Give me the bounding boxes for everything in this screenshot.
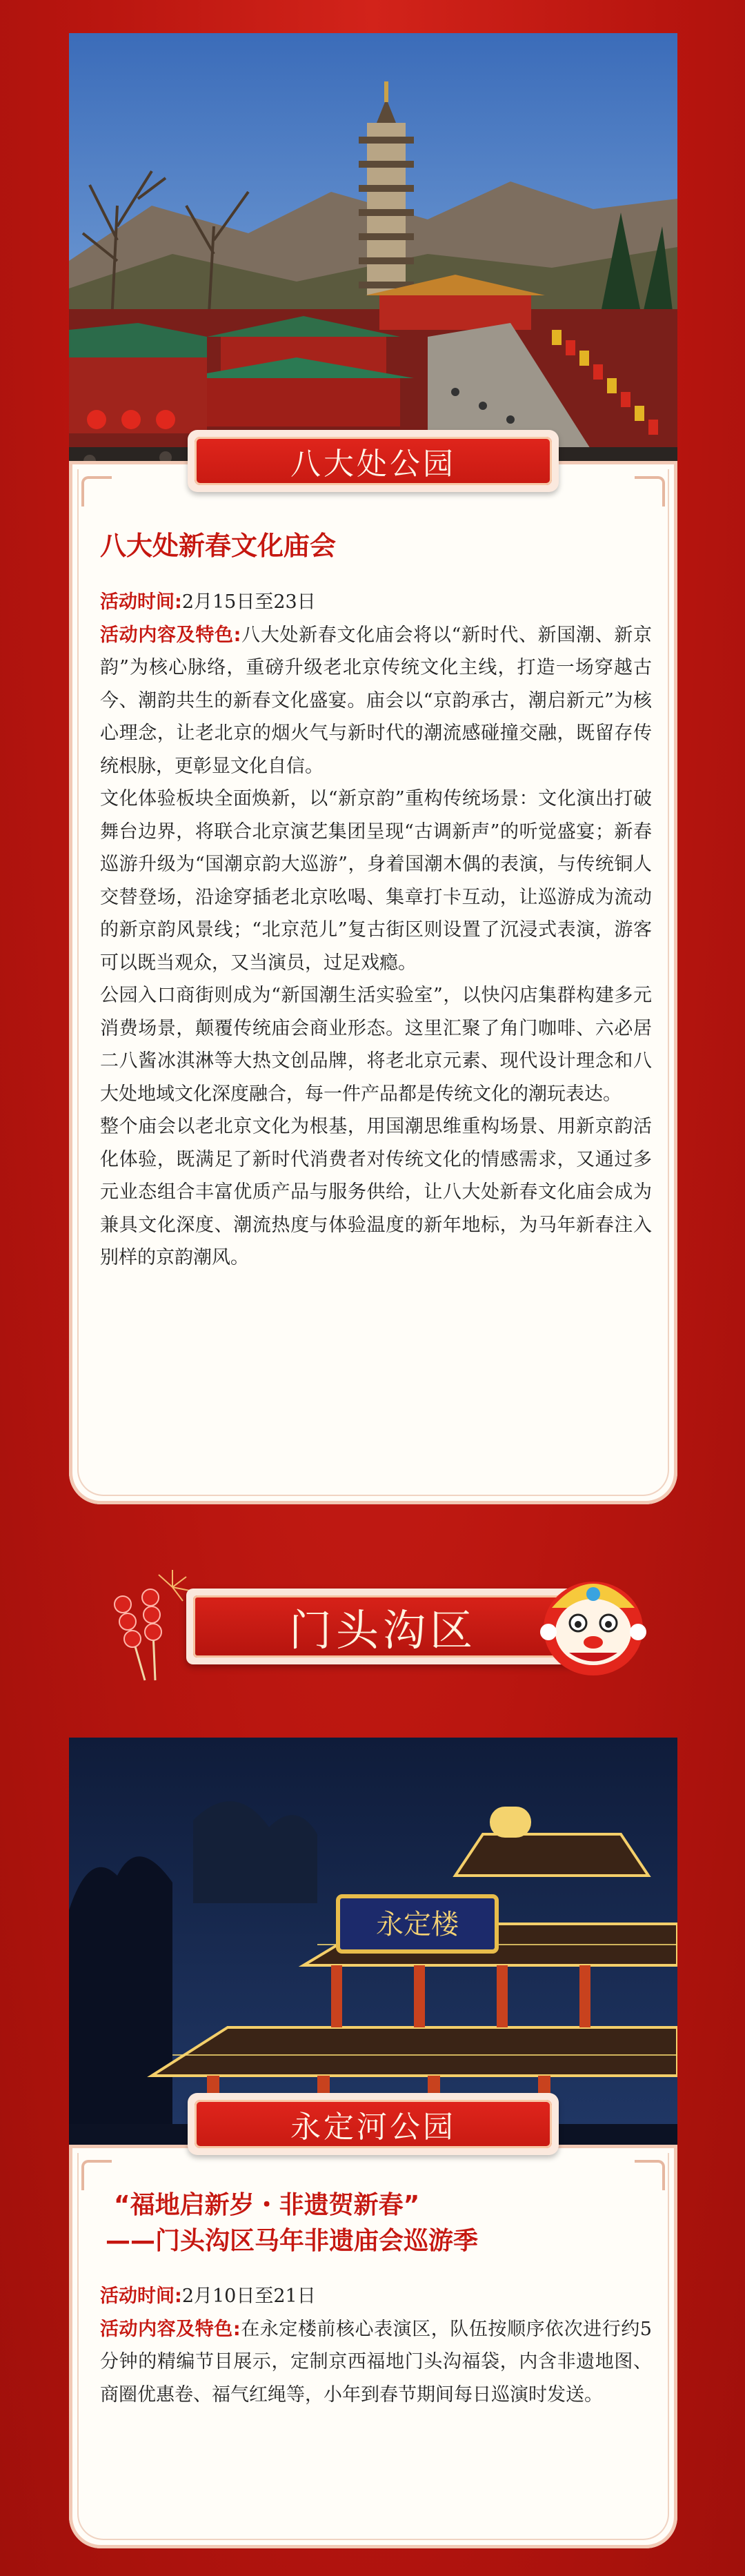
event-time-value: 2月15日至23日: [181, 591, 316, 613]
event-paragraph-text: 在永定楼前核心表演区，队伍按顺序依次进行约5分钟的精编节目展示，定制京西福地门头沟福袋，内含非遗地图、商圈优惠卷、福气红绳等，小年到春节期间每日巡演时发送。: [100, 2318, 652, 2406]
badachu-content: [100, 524, 652, 1275]
card-corner-ornament: [81, 476, 112, 507]
event-feature-label: 活动内容及特色:: [100, 2318, 241, 2340]
event-time-label: 活动时间:: [100, 591, 182, 613]
event-time-row: [100, 2280, 652, 2313]
event-paragraph: [100, 2313, 652, 2412]
yongding-event-title-line2: ——门头沟区马年非遗庙会巡游季: [106, 2227, 479, 2255]
district-divider: [97, 1566, 648, 1684]
card-corner-ornament: [635, 2160, 665, 2190]
yongding-content: [100, 2187, 652, 2411]
district-title-bar: [186, 1589, 579, 1664]
event-time-label: 活动时间:: [100, 2285, 182, 2307]
district-title: 门头沟区: [193, 1595, 573, 1658]
event-time-row: [100, 586, 652, 619]
yongding-event-title-line1: “福地启新岁・非遗贺新春”: [114, 2191, 420, 2219]
card-corner-ornament: [635, 476, 665, 507]
yongding-event-title: [100, 2187, 652, 2259]
card-corner-ornament: [81, 2160, 112, 2190]
event-paragraph: 公园入口商街则成为“新国潮生活实验室”，以快闪店集群构建多元消费场景，颠覆传统庙会商业形态。这里汇聚了角门咖啡、六必居二八酱冰淇淋等大热文创品牌，将老北京元素、现代设计理念和八大处地域文化深度融合，每一件产品都是传统文化的潮玩表达。: [100, 985, 652, 1105]
event-paragraph-text: 八大处新春文化庙会将以“新时代、新国潮、新京韵”为核心脉络，重磅升级老北京传统文化主线，打造一场穿越古今、潮韵共生的新春文化盛宴。庙会以“京韵承古，潮启新元”为核心理念，让老北京的烟火气与新时代的潮流感碰撞交融，既留存传统根脉，更彰显文化自信。: [100, 624, 652, 777]
event-feature-label: 活动内容及特色:: [100, 624, 241, 646]
yongding-park-banner: [188, 2093, 559, 2155]
lion-dance-head-icon: [538, 1566, 648, 1684]
pavilion-plaque-text: 永定楼: [376, 1909, 459, 1940]
event-paragraph: [100, 619, 652, 783]
event-paragraph: 文化体验板块全面焕新，以“新京韵”重构传统场景：文化演出打破舞台边界，将联合北京演艺集团呈现“古调新声”的听觉盛宴；新春巡游升级为“国潮京韵大巡游”，身着国潮木偶的表演，与传统铜人交替登场，沿途穿插老北京吆喝、集章打卡互动，让巡游成为流动的新京韵风景线；“北京范儿”复古街区则设置了沉浸式表演，游客可以既当观众，又当演员，过足戏瘾。: [100, 788, 652, 974]
yongding-park-banner-label: 永定河公园: [195, 2100, 552, 2148]
badachu-event-title: 八大处新春文化庙会: [100, 531, 337, 561]
event-time-value: 2月10日至21日: [181, 2285, 316, 2307]
badachu-park-banner: [188, 430, 559, 492]
event-paragraph: 整个庙会以老北京文化为根基，用国潮思维重构场景、用新京韵活化体验，既满足了新时代消费者对传统文化的情感需求，又通过多元业态组合丰富优质产品与服务供给，让八大处新春文化庙会成为兼具文化深度、潮流热度与体验温度的新年地标，为马年新春注入别样的京韵潮风。: [100, 1116, 652, 1268]
badachu-park-banner-label: 八大处公园: [195, 437, 552, 485]
